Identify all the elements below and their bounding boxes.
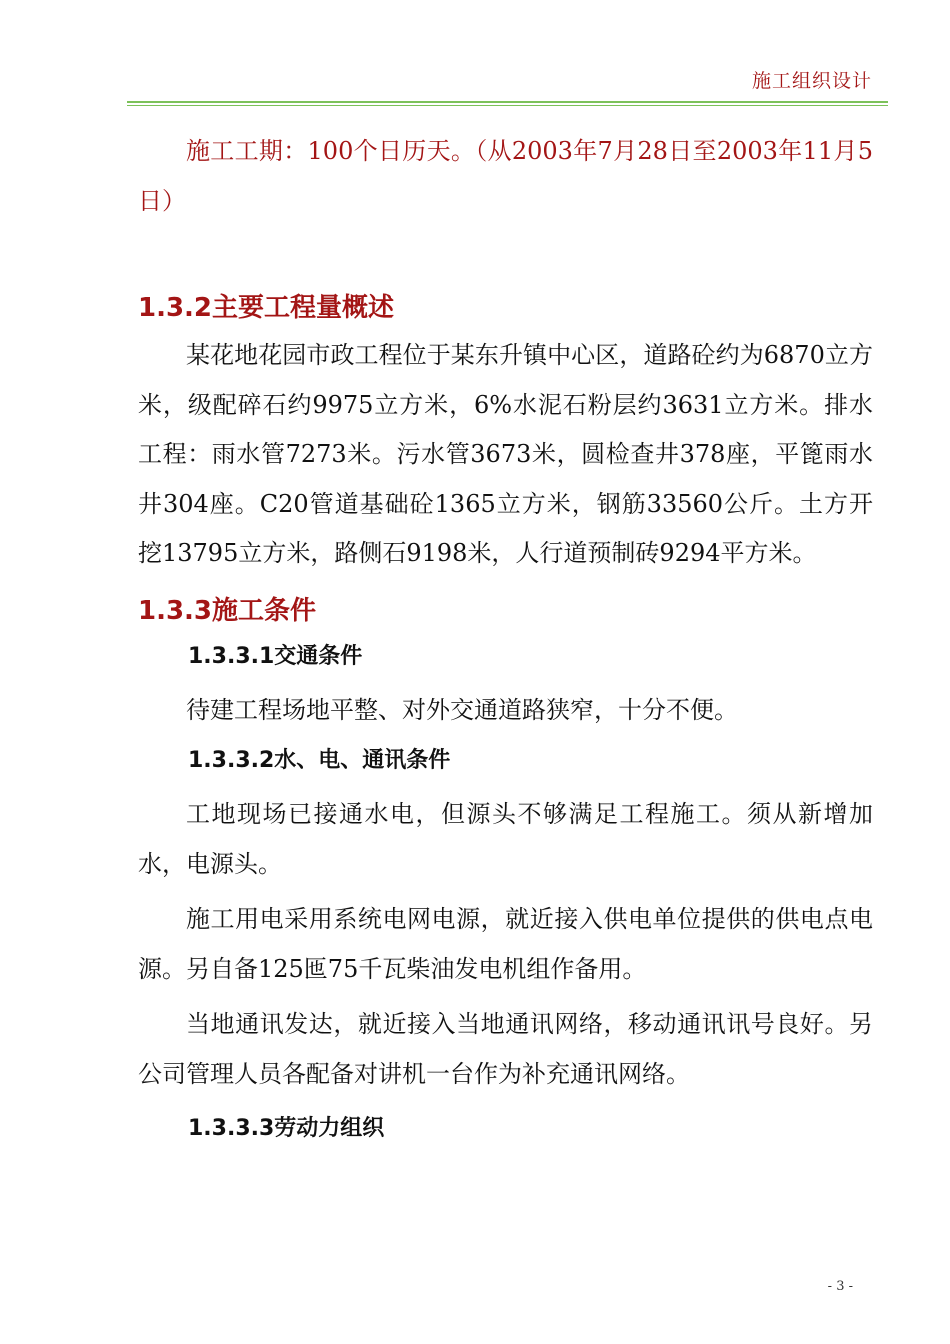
header-rule [127, 101, 888, 106]
spacer [138, 226, 873, 268]
utilities-paragraph-3: 当地通讯发达，就近接入当地通讯网络，移动通讯讯号良好。另公司管理人员各配备对讲机一台作为补充通讯网络。 [138, 1010, 873, 1088]
subsection-heading-labor: 1.3.3.3劳动力组织 [188, 1116, 385, 1141]
quantities-paragraph: 某花地花园市政工程位于某东升镇中心区，道路砼约为6870立方米，级配碎石约9975立方米，6%水泥石粉层约3631立方米。排水工程：雨水管7273米。污水管3673米，圆检查井378座，平篦雨水井304座。C20管道基础砼1365立方米，钢筋33560公斤。土方开挖13795立方米，路侧石9198米，人行道预制砖9294平方米。 [138, 341, 873, 567]
header-title: 施工组织设计 [751, 70, 872, 92]
spacer [138, 268, 873, 288]
traffic-paragraph: 待建工程场地平整、对外交通道路狭窄，十分不便。 [186, 695, 738, 724]
section-heading-1-3-3: 1.3.3施工条件 [138, 595, 317, 626]
section-heading-1-3-2: 1.3.2主要工程量概述 [138, 293, 395, 323]
subsection-heading-traffic: 1.3.3.1交通条件 [188, 643, 363, 669]
utilities-paragraph-2: 施工用电采用系统电网电源，就近接入供电单位提供的供电点电源。另自备125匜75千瓦柴油发电机组作备用。 [138, 905, 873, 983]
schedule-paragraph: 施工工期：100个日历天。（从2003年7月28日至2003年11月5日） [138, 137, 873, 215]
document-body [138, 127, 873, 1149]
subsection-heading-utilities: 1.3.3.2水、电、通讯条件 [188, 748, 451, 773]
page-number: - 3 - [827, 1279, 853, 1294]
utilities-paragraph-1: 工地现场已接通水电，但源头不够满足工程施工。须从新增加水，电源头。 [138, 800, 873, 878]
